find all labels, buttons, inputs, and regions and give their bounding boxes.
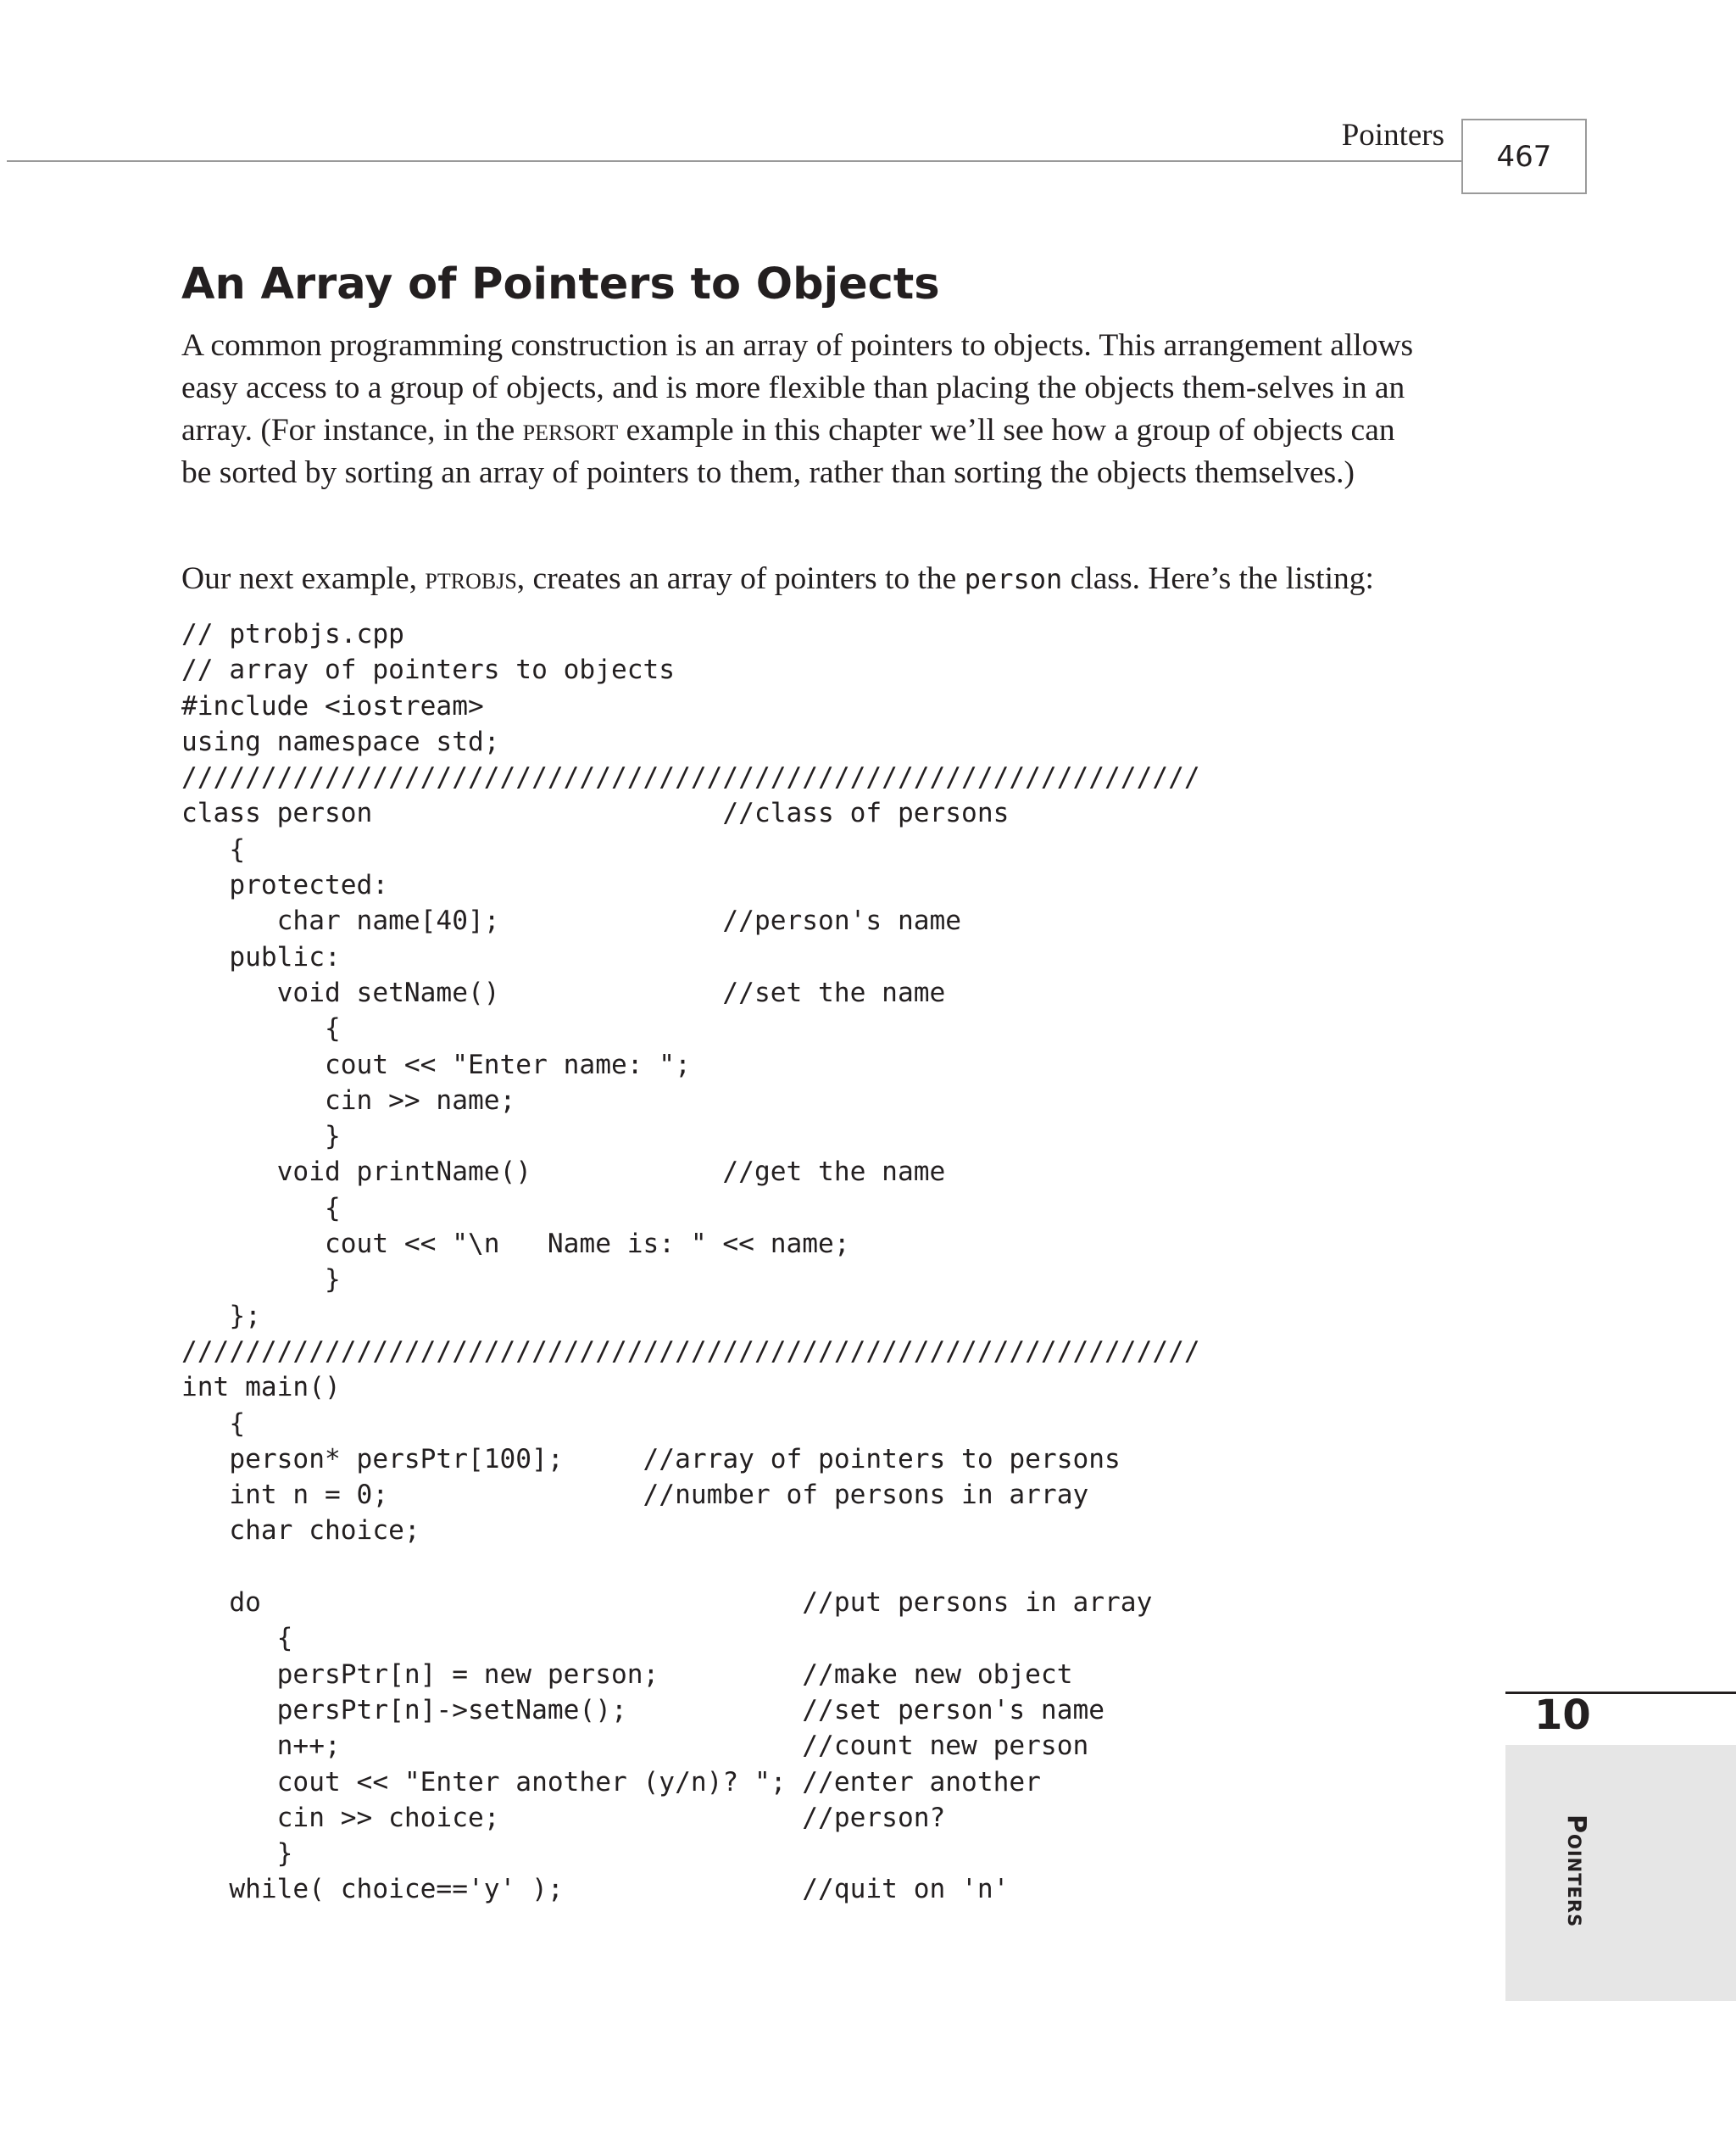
page-number: 467 — [1461, 119, 1587, 194]
code-line: int main() — [181, 1372, 341, 1403]
chapter-tab-shade — [1505, 1745, 1736, 2001]
code-line: { — [181, 1013, 341, 1045]
code-line: // ptrobjs.cpp — [181, 619, 404, 649]
code-line: n++; //count new person — [181, 1731, 1089, 1762]
code-line: { — [181, 1407, 246, 1439]
code-line: cout << "Enter another (y/n)? "; //enter another — [181, 1766, 1041, 1798]
header-rule — [7, 160, 1461, 162]
intro-text-a: A common programming construction is an array of pointers to objects. This arrangement allows easy access to a group of objects, and is more flexible than placing the objects them-selves in an array. (For instance, in the — [181, 328, 1414, 448]
section-heading: An Array of Pointers to Objects — [181, 259, 940, 309]
intro-text-b: example in this chapter we’ll see how a group of objects can be sorted by sorting an array of pointers to them, rather than sorting the objects themselves.) — [181, 413, 1395, 490]
code-line: void printName() //get the name — [181, 1157, 946, 1188]
code-line: persPtr[n] = new person; //make new object — [181, 1658, 1073, 1690]
code-line: int n = 0; //number of persons in array — [181, 1480, 1089, 1511]
code-line: public: — [181, 941, 341, 973]
program-name-ptrobjs: ptrobjs — [425, 561, 517, 596]
code-line: person* persPtr[100]; //array of pointers to persons — [181, 1443, 1121, 1474]
code-line: // array of pointers to objects — [181, 655, 676, 686]
running-head: Pointers — [1341, 118, 1444, 153]
code-line: cin >> name; — [181, 1084, 516, 1116]
code-line: persPtr[n]->setName(); //set person's name — [181, 1694, 1105, 1725]
code-line: { — [181, 1623, 293, 1654]
code-line: { — [181, 833, 246, 865]
chapter-title: Pointers — [1561, 1814, 1591, 1928]
code-line: do //put persons in array — [181, 1587, 1153, 1619]
code-line: #include <iostream> — [181, 690, 484, 722]
code-line: { — [181, 1192, 341, 1223]
code-line: }; — [181, 1300, 261, 1331]
code-line — [181, 1549, 1200, 1585]
chapter-number: 10 — [1534, 1692, 1591, 1739]
example-paragraph — [181, 558, 1427, 600]
code-line: cout << "Enter name: "; — [181, 1049, 691, 1080]
code-line: protected: — [181, 870, 389, 901]
code-line: char name[40]; //person's name — [181, 906, 962, 937]
code-line: } — [181, 1121, 341, 1152]
code-line: cin >> choice; //person? — [181, 1802, 946, 1833]
example-text-a: Our next example, — [181, 561, 426, 596]
code-listing — [181, 616, 1200, 1908]
code-line: while( choice=='y' ); //quit on 'n' — [181, 1874, 1010, 1905]
code-line: char choice; — [181, 1515, 420, 1547]
example-text-b: , creates an array of pointers to the — [516, 561, 965, 596]
code-line: } — [181, 1264, 341, 1296]
code-line: void setName() //set the name — [181, 977, 946, 1008]
code-line: class person //class of persons — [181, 798, 1010, 829]
code-line: } — [181, 1838, 293, 1870]
code-line: //////////////////////////////////////////////////////////////// — [181, 1335, 1200, 1367]
example-text-c: class. Here’s the listing: — [1062, 561, 1374, 596]
inline-code-person: person — [964, 563, 1063, 595]
program-name-persort: persort — [522, 413, 619, 448]
code-line: //////////////////////////////////////////////////////////////// — [181, 762, 1200, 794]
code-line: cout << "\n Name is: " << name; — [181, 1229, 850, 1260]
intro-paragraph — [181, 325, 1427, 494]
code-line: using namespace std; — [181, 726, 500, 757]
